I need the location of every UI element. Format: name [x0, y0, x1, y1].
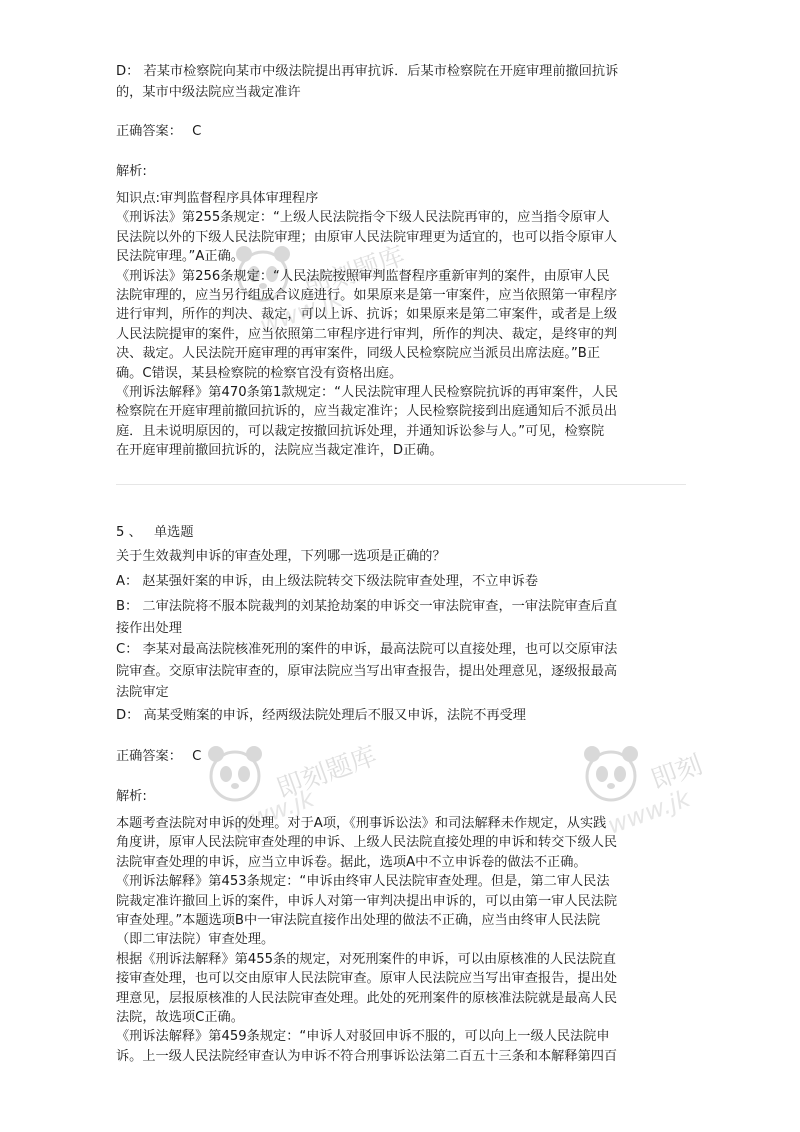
watermark-brand-text: 即刻题库: [272, 740, 381, 805]
q5-analysis-line: 理意见，层报原核准的人民法院审查处理。此处的死刑案件的原核准法院就是最高人民: [116, 990, 618, 1006]
watermark-site-text: www.jk: [255, 284, 346, 340]
q4-analysis-line: 民法院审理。”A正确。: [116, 249, 244, 265]
section-divider: [116, 484, 686, 485]
watermark-site-text: www.jk: [603, 784, 694, 840]
q5-analysis-line: 根据《刑诉法解释》第455条的规定，对死刑案件的申诉，可以由原核准的人民法院直: [116, 951, 616, 967]
watermark-brand-partial-text: 即刻: [647, 749, 707, 796]
q4-option-d-line2: 的，某市中级法院应当裁定准许: [116, 85, 301, 100]
q4-analysis-line: 《刑诉法》第256条规定：“人民法院按照审判监督程序重新审判的案件，由原审人民: [116, 268, 610, 284]
q4-option-d-line1: D： 若某市检察院向某市中级法院提出再审抗诉．后某市检察院在开庭审理前撤回抗诉: [116, 64, 619, 79]
option-c-line: 法院审定: [116, 685, 169, 700]
q5-analysis-line: 法院审查处理的申诉，应当立申诉卷。据此，选项A中不立申诉卷的做法不正确。: [116, 854, 587, 870]
q5-header: [116, 523, 194, 542]
q5-analysis-label: 解析:: [116, 789, 147, 804]
option-c-line: C： 李某对最高法院核准死刑的案件的申诉，最高法院可以直接处理，也可以交原审法: [116, 642, 618, 657]
q5-analysis-line: 《刑诉法解释》第459条规定：“申诉人对驳回申诉不服的，可以向上一级人民法院申: [116, 1029, 610, 1045]
q5-analysis-line: 本题考查法院对申诉的处理。对于A项，《刑事诉讼法》和司法解释未作规定，从实践: [116, 816, 607, 831]
question-number: 5 、: [116, 525, 142, 540]
q4-analysis-line: 确。C错误，某县检察院的检察官没有资格出庭。: [116, 365, 403, 381]
q4-analysis-line: 在开庭审理前撤回抗诉的，法院应当裁定准许，D正确。: [116, 443, 443, 459]
option-c-line: 院审查。交原审法院审查的，原审法院应当写出审查报告，提出处理意见，逐级报最高: [116, 663, 618, 679]
q4-analysis-line: 《刑诉法》第255条规定：“上级人民法院指令下级人民法院再审的，应当指令原审人: [116, 210, 610, 226]
q5-analysis-line: 接审查处理，也可以交由原审人民法院审查。原审人民法院应当写出审查报告，提出处: [116, 971, 618, 987]
option-b-line: 接作出处理: [116, 620, 182, 636]
panda-logo-icon: [576, 738, 646, 808]
q4-analysis-line: 知识点:审判监督程序具体审理程序: [116, 191, 319, 206]
q4-answer: [116, 122, 201, 141]
q4-analysis-line: 庭．且未说明原因的，可以裁定按撤回抗诉处理，并通知诉讼参与人。”可见，检察院: [116, 423, 605, 439]
q5-analysis-line: 诉。上一级人民法院经审查认为申诉不符合刑事诉讼法第二百五十三条和本解释第四百: [116, 1048, 618, 1064]
q4-analysis-line: 检察院在开庭审理前撤回抗诉的，应当裁定准许；人民检察院接到出庭通知后不派员出: [116, 404, 618, 420]
watermark-bottom-right: [576, 728, 800, 848]
question-type: 单选题: [153, 525, 194, 540]
q5-analysis-line: 《刑诉法解释》第453条规定：“申诉由终审人民法院审查处理。但是，第二审人民法: [116, 874, 610, 890]
answer-value: C: [192, 749, 202, 764]
q5-answer: [116, 747, 201, 766]
answer-label: 正确答案：: [116, 124, 182, 139]
option-d-line: D： 高某受贿案的申诉，经两级法院处理后不服又申诉，法院不再受理: [116, 708, 526, 723]
option-b-line: B： 二审法院将不服本院裁判的刘某抢劫案的申诉交一审法院审查，一审法院审查后直: [116, 599, 618, 614]
q5-analysis-line: 院裁定准许撤回上诉的案件，申诉人对第一审判决提出申诉的，可以由第一审人民法院: [116, 893, 618, 909]
answer-label: 正确答案：: [116, 749, 182, 764]
q4-analysis-line: 进行审判，所作的判决、裁定，可以上诉、抗诉；如果原来是第二审案件，或者是上级: [116, 307, 618, 323]
q5-analysis-line: 角度讲，原审人民法院审查处理的申诉、上级人民法院直接处理的申诉和转交下级人民: [116, 835, 618, 851]
q5-analysis-line: 法院，故选项C正确。: [116, 1010, 244, 1025]
q5-stem: 关于生效裁判申诉的审查处理，下列哪一选项是正确的？: [116, 549, 446, 564]
answer-value: C: [192, 124, 202, 139]
option-a-line: A： 赵某强奸案的申诉，由上级法院转交下级法院审查处理，不立申诉卷: [116, 574, 539, 589]
q4-analysis-label: 解析:: [116, 164, 147, 179]
q4-analysis-line: 决、裁定。人民法院开庭审理的再审案件，同级人民检察院应当派员出席法庭。”B正: [116, 346, 601, 362]
q4-analysis-line: 人民法院提审的案件，应当依照第二审程序进行审判，所作的判决、裁定，是终审的判: [116, 326, 618, 342]
q4-analysis-line: 民法院以外的下级人民法院审理；由原审人民法院审理更为适宜的，也可以指令原审人: [116, 229, 618, 245]
q4-analysis-line: 《刑诉法解释》第470条第1款规定：“人民法院审理人民检察院抗诉的再审案件，人民: [116, 385, 618, 400]
watermark-site-text: www.jk: [227, 784, 318, 840]
q4-analysis-line: 法院审理的，应当另行组成合议庭进行。如果原来是第一审案件，应当依照第一审程序: [116, 288, 618, 303]
q5-analysis-line: （即二审法院）审查处理。: [116, 932, 275, 948]
panda-logo-icon: [200, 738, 270, 808]
q5-analysis-line: 审查处理。”本题选项B中一审法院直接作出处理的做法不正确，应当由终审人民法院: [116, 913, 601, 928]
watermark-brand-text: 即刻题库: [300, 240, 409, 305]
